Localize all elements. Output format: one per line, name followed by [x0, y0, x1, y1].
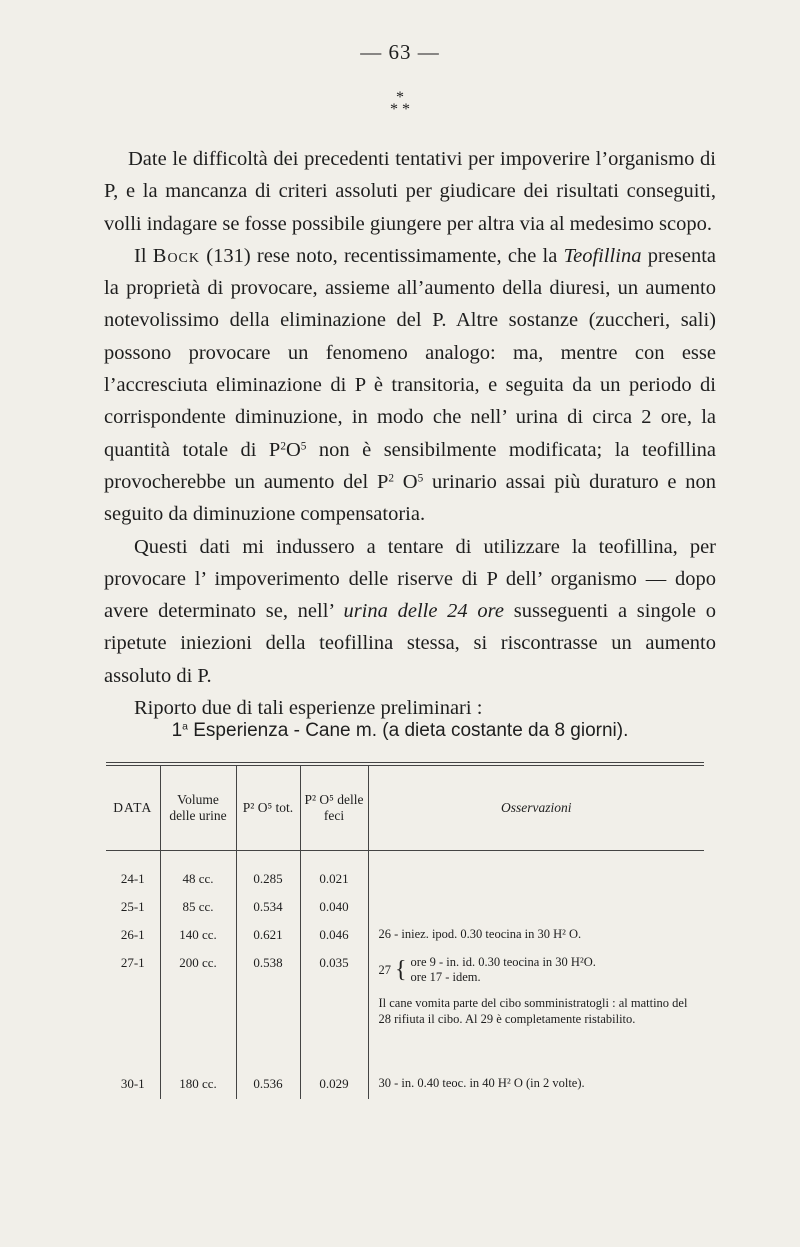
cell-p2o5-feci: 0.029 — [300, 1067, 368, 1099]
cell-volume: 180 cc. — [160, 1067, 236, 1099]
cell-p2o5-feci: 0.040 — [300, 890, 368, 918]
header-osservazioni: Osservazioni — [368, 766, 704, 851]
page-number: — 63 — — [360, 40, 440, 64]
cell-data: 25-1 — [120, 899, 145, 914]
experiment-caption: 1$^a$ Esperienza - Cane m. (a dieta costante da 8 giorni). — [171, 720, 629, 741]
section-asterisks — [0, 89, 800, 118]
table-row — [106, 946, 704, 1067]
header-data: DATA — [106, 766, 160, 851]
table-row — [106, 851, 704, 891]
cell-data: 26-1 — [120, 927, 145, 942]
cell-volume: 200 cc. — [160, 946, 236, 1067]
cell-p2o5-feci: 0.046 — [300, 918, 368, 946]
table-row — [106, 890, 704, 918]
cell-p2o5-tot: 0.536 — [236, 1067, 300, 1099]
cell-obs — [368, 890, 704, 918]
obs-brace-group — [379, 955, 596, 985]
cell-p2o5-tot: 0.538 — [236, 946, 300, 1067]
cell-p2o5-feci: 0.021 — [300, 851, 368, 891]
cell-p2o5-tot: 0.621 — [236, 918, 300, 946]
table-row — [106, 918, 704, 946]
paragraph-2: Il Bock (131) rese noto, recentissimamente, che la Teofillina presenta la proprietà di provocare, assieme all’aumento della diuresi, un aumento notevolissimo della eliminazione del P. Altre sostanze (zuccheri, sali) possono provocare un fenomeno analogo: ma, mentre con esse l’accresciuta eliminazione di P è transitoria, e seguita da un periodo di corrispondente diminuzione, in modo che nell’ urina di circa 2 ore, la quantità totale di $P^2O^5$ non è sensibilmente modificata; la teofillina provocherebbe un aumento del $P^2$ $O^5$ urinario assai più duraturo e non seguito da diminuzione compensatoria. — [104, 244, 716, 526]
cell-obs: 26 - iniez. ipod. 0.30 teocina in 30 H² O. — [368, 918, 704, 946]
cell-p2o5-tot: 0.285 — [236, 851, 300, 891]
brace-symbol: { — [395, 957, 407, 983]
asterisk-top: * — [396, 89, 404, 106]
cell-obs — [368, 851, 704, 891]
paragraph-1: Date le difficoltà dei precedenti tentativi per impoverire l’organismo di P, e la mancanza di criteri assoluti per giudicare dei risultati conseguiti, volli indagare se fosse possibile giungere per altra via al medesimo scopo. — [104, 148, 716, 235]
paragraph-3: Questi dati mi indussero a tentare di utilizzare la teofillina, per provocare l’ impoverimento delle riserve di P dell’ organismo — dopo avere determinato se, nell’ urina delle 24 ore susseguenti a singole o ripetute iniezioni della teofillina stessa, si riscontrasse un aumento assoluto di P. — [104, 535, 716, 687]
cell-data: 30-1 — [120, 1076, 145, 1091]
drug-name: Teofillina — [563, 244, 642, 267]
header-volume: Volume delle urine — [160, 766, 236, 851]
asterisk-bottom: * * — [390, 101, 410, 118]
cell-p2o5-feci: 0.035 — [300, 946, 368, 1067]
header-p2o5-tot: P² O⁵ tot. — [236, 766, 300, 851]
body-text — [104, 143, 716, 724]
cell-p2o5-tot: 0.534 — [236, 890, 300, 918]
header-p2o5-feci: P² O⁵ delle feci — [300, 766, 368, 851]
obs-day: 27 — [378, 962, 391, 977]
obs-line-1: ore 9 - in. id. 0.30 teocina in 30 H²O. — [410, 955, 596, 969]
cell-obs: 30 - in. 0.40 teoc. in 40 H² O (in 2 volte). — [368, 1067, 704, 1099]
experiment-table — [106, 766, 704, 1099]
cell-data: 24-1 — [120, 871, 145, 886]
obs-note: Il cane vomita parte del cibo somministratogli : al mattino del 28 rifiuta il cibo. Al 29 è completamente ristabilito. — [378, 996, 688, 1026]
cell-data: 27-1 — [120, 955, 145, 970]
cell-obs — [368, 946, 704, 1067]
cell-volume: 85 cc. — [160, 890, 236, 918]
cell-volume: 140 cc. — [160, 918, 236, 946]
author-name: Bock — [152, 244, 200, 267]
italic-phrase: urina delle 24 ore — [343, 600, 504, 623]
table-row — [106, 1067, 704, 1099]
cell-volume: 48 cc. — [160, 851, 236, 891]
obs-line-2: ore 17 - idem. — [410, 970, 481, 984]
paragraph-4: Riporto due di tali esperienze preliminari : — [134, 697, 483, 720]
